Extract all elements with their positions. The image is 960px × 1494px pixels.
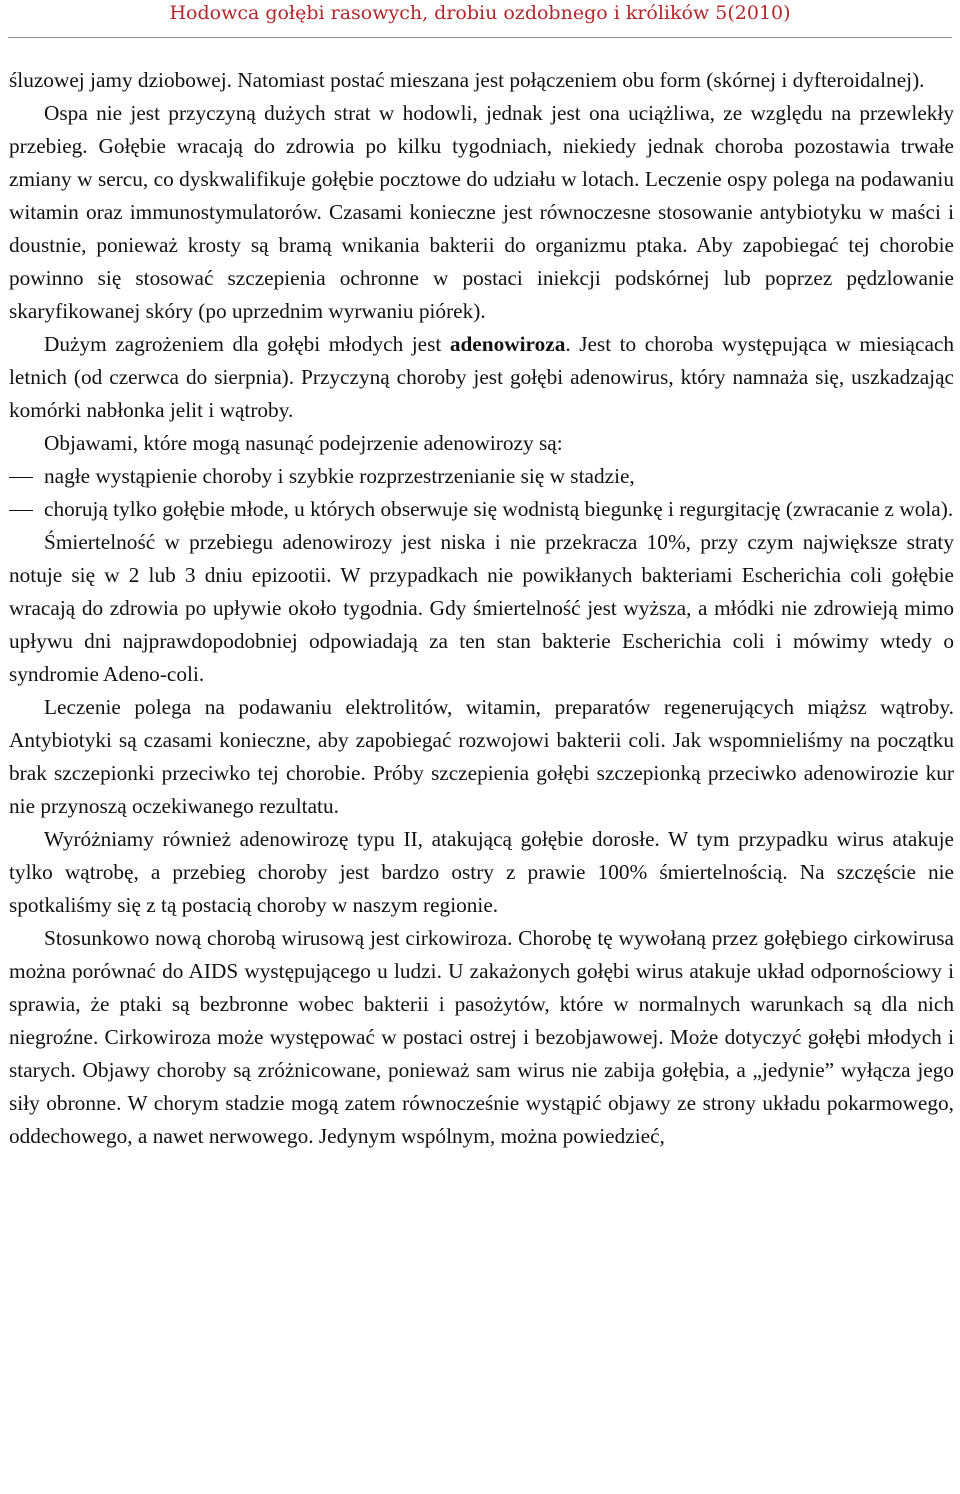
paragraph-adenovirus-intro [9, 328, 954, 427]
adenovirus-term: adenowiroza [449, 332, 566, 356]
adenovirus-intro-rest: . Jest to choroba występująca w miesiącach letnich (od czerwca do sierpnia). Przyczyną choroby jest gołębi adenowirus, który namnaża się, uszkadzając komórki nabłonka jelit i wątroby. [9, 332, 955, 422]
paragraph-smallpox-forms: śluzowej jamy dziobowej. Natomiast postać mieszana jest połączeniem obu form (skórnej i dyfteroidalnej). [9, 68, 925, 92]
paragraph-mortality: Śmiertelność w przebiegu adenowirozy jest niska i nie przekracza 10%, przy czym największe straty notuje się w 2 lub 3 dniu epizootii. W przypadkach nie powikłanych bakteriami Escherichia coli gołębie wracają do zdrowia po upływie około tygodnia. Gdy śmiertelność jest wyższa, a młódki nie zdrowieją mimo upływu dni najprawdopodobniej odpowiadają za ten stan bakterie Escherichia coli i mówimy wtedy o syndromie Adeno-coli. [9, 530, 954, 686]
header-divider [8, 37, 952, 38]
list-item [9, 493, 954, 526]
list-item [9, 460, 954, 493]
paragraph-adenovirus-treatment: Leczenie polega na podawaniu elektrolitów, witamin, preparatów regenerujących miąższ wątroby. Antybiotyki są czasami konieczne, aby zapobiegać rozwojowi bakterii coli. Jak wspomnieliśmy na początku brak szczepionki przeciwko tej chorobie. Próby szczepienia gołębi szczepionką przeciwko adenowirozie kur nie przynoszą oczekiwanego rezultatu. [9, 695, 954, 818]
paragraph-adenovirus-type2: Wyróżniamy również adenowirozę typu II, atakującą gołębie dorosłe. W tym przypadku wirus atakuje tylko wątrobę, a przebieg choroby jest bardzo ostry z prawie 100% śmiertelnością. Na szczęście nie spotkaliśmy się z tą postacią choroby w naszym regionie. [9, 827, 954, 917]
paragraph-circovirus: Stosunkowo nową chorobą wirusową jest cirkowiroza. Chorobę tę wywołaną przez gołębiego cirkowirusa można porównać do AIDS występującego u ludzi. U zakażonych gołębi wirus atakuje układ odpornościowy i sprawia, że ptaki są bezbronne wobec bakterii i pasożytów, które w normalnych warunkach są dla nich niegroźne. Cirkowiroza może występować w postaci ostrej i bezobjawowej. Może dotyczyć gołębi młodych i starych. Objawy choroby są zróżnicowane, ponieważ sam wirus nie zabija gołębia, a „jedynie” wyłącza jego siły obronne. W chorym stadzie mogą zatem równocześnie wystąpić objawy ze strony układu pokarmowego, oddechowego, a nawet nerwowego. Jedynym wspólnym, można powiedzieć, [9, 926, 954, 1148]
running-header [0, 0, 960, 40]
paragraph-smallpox-treatment: Ospa nie jest przyczyną dużych strat w hodowli, jednak jest ona uciążliwa, ze względu na przewlekły przebieg. Gołębie wracają do zdrowia po kilku tygodniach, niekiedy jednak choroba pozostawia trwałe zmiany w sercu, co dyskwalifikuje gołębie pocztowe do udziału w lotach. Leczenie ospy polega na podawaniu witamin oraz immunostymulatorów. Czasami konieczne jest równoczesne stosowanie antybiotyku w maści i doustnie, ponieważ krosty są bramą wnikania bakterii do organizmu ptaka. Aby zapobiegać tej chorobie powinno się stosować szczepienia ochronne w postaci iniekcji podskórnej lub poprzez pędzlowanie skaryfikowanej skóry (po uprzednim wyrwaniu piórek). [9, 101, 954, 323]
list-item-text: chorują tylko gołębie młode, u których obserwuje się wodnistą biegunkę i regurgitację (zwracanie z wola). [44, 497, 954, 521]
list-item-text: nagłe wystąpienie choroby i szybkie rozprzestrzenianie się w stadzie, [44, 464, 635, 488]
journal-title: Hodowca gołębi rasowych, drobiu ozdobnego i królików 5(2010) [169, 2, 791, 24]
adenovirus-intro-lead: Dużym zagrożeniem dla gołębi młodych jest [44, 332, 450, 356]
paragraph-symptoms-lead: Objawami, które mogą nasunąć podejrzenie adenowirozy są: [44, 431, 563, 455]
article-body [9, 64, 954, 1153]
